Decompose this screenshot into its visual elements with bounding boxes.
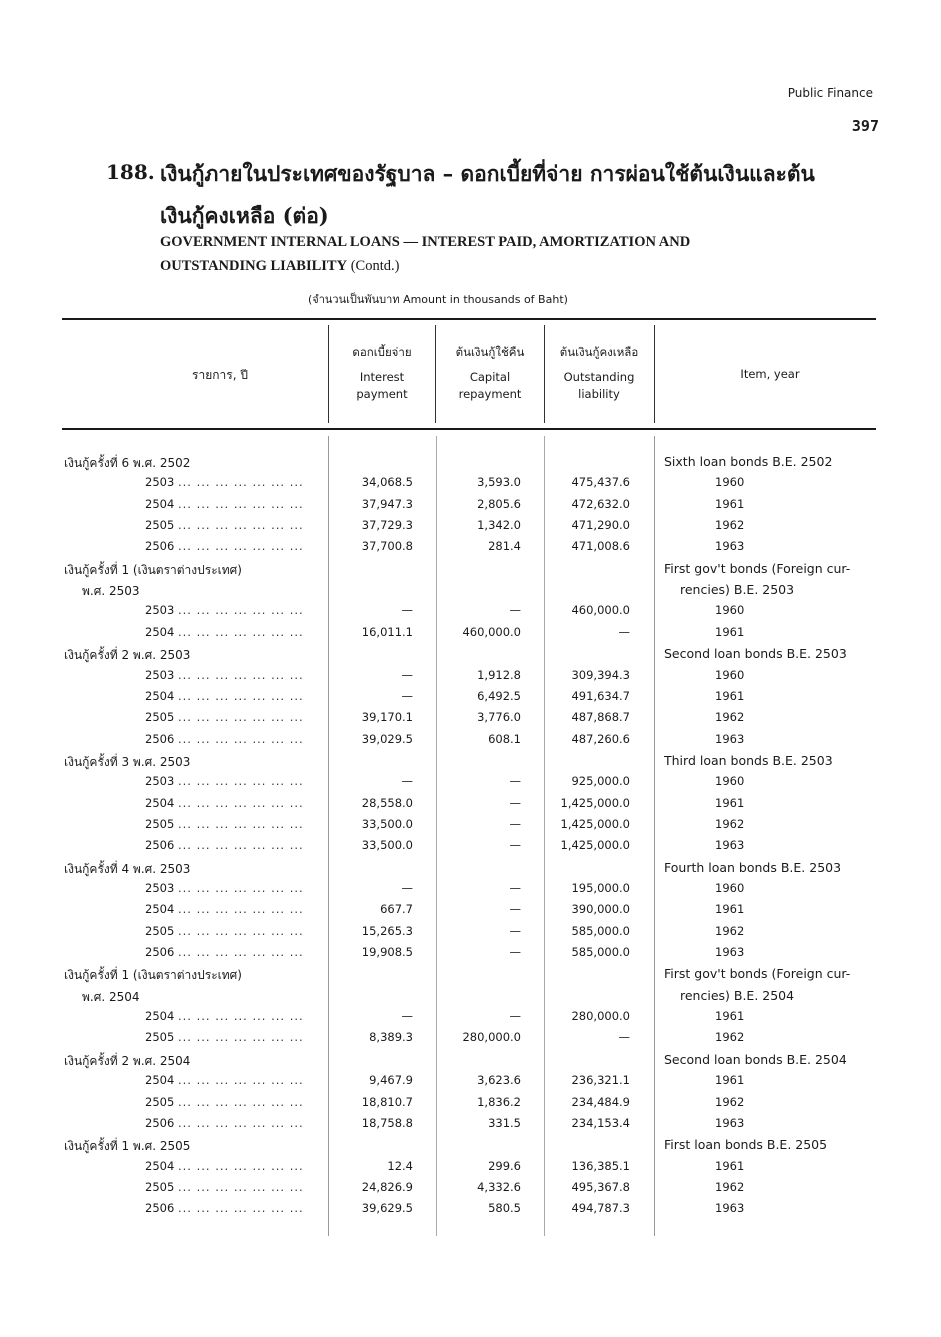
row-year-be: 2504 (145, 497, 175, 511)
header-interest-thai: ดอกเบี้ยจ่าย (352, 345, 412, 359)
cell-capital: 3,623.6 (477, 1073, 521, 1087)
cell-outstanding: 494,787.3 (571, 1201, 630, 1215)
row-year-be: 2504 (145, 689, 175, 703)
row-year-ce: 1963 (715, 838, 745, 852)
cell-outstanding: 195,000.0 (571, 881, 630, 895)
table-row (0, 900, 941, 921)
row-year-ce: 1960 (715, 668, 745, 682)
table-row (0, 943, 941, 964)
row-item-english: Second loan bonds B.E. 2504 (664, 1052, 847, 1067)
cell-interest: 39,170.1 (361, 710, 413, 724)
table-category-row (0, 1050, 941, 1071)
row-item-english: Second loan bonds B.E. 2503 (664, 646, 847, 661)
leader-dots: ... ... ... ... ... ... ... (178, 539, 304, 553)
table-row (0, 1178, 941, 1199)
cell-outstanding: — (618, 1030, 630, 1044)
title-thai-line1: เงินกู้ภายในประเทศของรัฐบาล – ดอกเบี้ยที่จ่าย การผ่อนใช้ต้นเงินและต้น (160, 161, 815, 186)
leader-dots: ... ... ... ... ... ... ... (178, 518, 304, 532)
row-year-be: 2506 (145, 732, 175, 746)
table-row (0, 730, 941, 751)
cell-interest: 39,029.5 (361, 732, 413, 746)
cell-interest: 39,629.5 (361, 1201, 413, 1215)
column-divider (435, 325, 436, 423)
cell-interest: — (401, 774, 413, 788)
title-thai-line2: เงินกู้คงเหลือ (ต่อ) (160, 203, 329, 228)
table-row (0, 815, 941, 836)
table-category-row (0, 858, 941, 879)
cell-outstanding: 1,425,000.0 (560, 838, 630, 852)
title-english-bold: OUTSTANDING LIABILITY (160, 258, 348, 274)
header-interest (330, 344, 434, 403)
row-year-ce: 1963 (715, 1116, 745, 1130)
page-number: 397 (851, 117, 879, 135)
cell-capital: 4,332.6 (477, 1180, 521, 1194)
cell-interest: 24,826.9 (361, 1180, 413, 1194)
row-year-ce: 1961 (715, 796, 745, 810)
cell-capital: — (509, 817, 521, 831)
cell-outstanding: 495,367.8 (571, 1180, 630, 1194)
cell-capital: — (509, 838, 521, 852)
cell-interest: 9,467.9 (369, 1073, 413, 1087)
cell-outstanding: 472,632.0 (571, 497, 630, 511)
row-year-ce: 1962 (715, 817, 745, 831)
row-item-thai: เงินกู้ครั้งที่ 1 พ.ศ. 2505 (64, 1139, 191, 1153)
row-item-thai: เงินกู้ครั้งที่ 2 พ.ศ. 2503 (64, 648, 191, 662)
leader-dots: ... ... ... ... ... ... ... (178, 796, 304, 810)
table-row (0, 473, 941, 494)
cell-capital: — (509, 796, 521, 810)
row-year-be: 2506 (145, 945, 175, 959)
row-item-thai: เงินกู้ครั้งที่ 6 พ.ศ. 2502 (64, 456, 191, 470)
row-item-english: First gov't bonds (Foreign cur- (664, 561, 851, 576)
title-english-contd: (Contd.) (347, 258, 400, 274)
row-year-be: 2503 (145, 774, 175, 788)
cell-capital: 281.4 (488, 539, 521, 553)
cell-capital: — (509, 902, 521, 916)
cell-interest: 667.7 (380, 902, 413, 916)
cell-interest: — (401, 689, 413, 703)
row-year-be: 2505 (145, 817, 175, 831)
cell-outstanding: 471,008.6 (571, 539, 630, 553)
row-year-ce: 1963 (715, 539, 745, 553)
cell-interest: 37,947.3 (361, 497, 413, 511)
leader-dots: ... ... ... ... ... ... ... (178, 774, 304, 788)
cell-capital: 2,805.6 (477, 497, 521, 511)
table-row (0, 836, 941, 857)
leader-dots: ... ... ... ... ... ... ... (178, 732, 304, 746)
row-year-ce: 1960 (715, 881, 745, 895)
title-english-line1: GOVERNMENT INTERNAL LOANS — INTEREST PAID, AMORTIZATION AND (160, 234, 691, 250)
title-english-line2 (160, 258, 399, 275)
cell-interest: 15,265.3 (361, 924, 413, 938)
leader-dots: ... ... ... ... ... ... ... (178, 625, 304, 639)
column-divider (328, 325, 329, 423)
table-row (0, 1007, 941, 1028)
row-year-be: 2504 (145, 1073, 175, 1087)
row-item-thai: เงินกู้ครั้งที่ 4 พ.ศ. 2503 (64, 862, 191, 876)
cell-outstanding: 234,153.4 (571, 1116, 630, 1130)
cell-interest: 18,758.8 (361, 1116, 413, 1130)
cell-interest: — (401, 668, 413, 682)
cell-interest: 37,729.3 (361, 518, 413, 532)
cell-outstanding: 136,385.1 (571, 1159, 630, 1173)
row-year-be: 2503 (145, 668, 175, 682)
row-item-english: Fourth loan bonds B.E. 2503 (664, 860, 842, 875)
cell-outstanding: 309,394.3 (571, 668, 630, 682)
row-year-ce: 1960 (715, 774, 745, 788)
cell-outstanding: 1,425,000.0 (560, 796, 630, 810)
cell-outstanding: 925,000.0 (571, 774, 630, 788)
cell-capital: — (509, 881, 521, 895)
cell-outstanding: 1,425,000.0 (560, 817, 630, 831)
row-year-be: 2505 (145, 710, 175, 724)
header-capital-en2: repayment (458, 387, 522, 401)
leader-dots: ... ... ... ... ... ... ... (178, 1073, 304, 1087)
header-outstanding (545, 344, 653, 403)
table-row (0, 1157, 941, 1178)
cell-outstanding: 280,000.0 (571, 1009, 630, 1023)
table-category-row (0, 986, 941, 1007)
table-row (0, 1199, 941, 1220)
cell-outstanding: 236,321.1 (571, 1073, 630, 1087)
row-year-be: 2503 (145, 881, 175, 895)
row-year-ce: 1962 (715, 710, 745, 724)
cell-outstanding: 460,000.0 (571, 603, 630, 617)
row-year-ce: 1963 (715, 732, 745, 746)
cell-outstanding: 491,634.7 (571, 689, 630, 703)
row-item-thai: เงินกู้ครั้งที่ 1 (เงินตราต่างประเทศ) (64, 968, 242, 982)
row-year-ce: 1963 (715, 945, 745, 959)
row-year-ce: 1961 (715, 902, 745, 916)
leader-dots: ... ... ... ... ... ... ... (178, 689, 304, 703)
row-item-english-cont: rencies) B.E. 2504 (680, 988, 795, 1003)
row-year-ce: 1963 (715, 1201, 745, 1215)
leader-dots: ... ... ... ... ... ... ... (178, 1030, 304, 1044)
cell-interest: 34,068.5 (361, 475, 413, 489)
unit-note: (จำนวนเป็นพันบาท Amount in thousands of Baht) (308, 293, 568, 306)
leader-dots: ... ... ... ... ... ... ... (178, 1116, 304, 1130)
row-year-be: 2506 (145, 539, 175, 553)
cell-capital: — (509, 603, 521, 617)
row-year-ce: 1961 (715, 497, 745, 511)
table-category-row (0, 751, 941, 772)
cell-interest: 16,011.1 (361, 625, 413, 639)
row-item-thai: เงินกู้ครั้งที่ 3 พ.ศ. 2503 (64, 755, 191, 769)
table-row (0, 495, 941, 516)
cell-capital: 3,593.0 (477, 475, 521, 489)
cell-outstanding: 234,484.9 (571, 1095, 630, 1109)
cell-capital: 280,000.0 (462, 1030, 521, 1044)
row-year-ce: 1961 (715, 689, 745, 703)
cell-capital: 3,776.0 (477, 710, 521, 724)
cell-interest: 28,558.0 (361, 796, 413, 810)
table-row (0, 623, 941, 644)
table-category-row (0, 964, 941, 985)
row-year-be: 2503 (145, 603, 175, 617)
row-year-ce: 1962 (715, 924, 745, 938)
cell-outstanding: 585,000.0 (571, 924, 630, 938)
header-item-english: Item, year (740, 367, 800, 381)
leader-dots: ... ... ... ... ... ... ... (178, 817, 304, 831)
row-year-ce: 1961 (715, 1159, 745, 1173)
table-category-row (0, 559, 941, 580)
table-row (0, 879, 941, 900)
cell-capital: 331.5 (488, 1116, 521, 1130)
table-row (0, 708, 941, 729)
table-row (0, 772, 941, 793)
row-year-ce: 1962 (715, 1180, 745, 1194)
cell-capital: 299.6 (488, 1159, 521, 1173)
leader-dots: ... ... ... ... ... ... ... (178, 902, 304, 916)
row-year-be: 2504 (145, 902, 175, 916)
row-year-ce: 1961 (715, 1009, 745, 1023)
cell-capital: — (509, 924, 521, 938)
table-row (0, 537, 941, 558)
row-year-be: 2504 (145, 625, 175, 639)
cell-interest: 33,500.0 (361, 838, 413, 852)
leader-dots: ... ... ... ... ... ... ... (178, 1009, 304, 1023)
cell-interest: — (401, 881, 413, 895)
table-category-row (0, 452, 941, 473)
cell-outstanding: 487,868.7 (571, 710, 630, 724)
row-year-ce: 1960 (715, 603, 745, 617)
cell-capital: 1,836.2 (477, 1095, 521, 1109)
leader-dots: ... ... ... ... ... ... ... (178, 1180, 304, 1194)
row-item-english-cont: rencies) B.E. 2503 (680, 582, 795, 597)
table-row (0, 1093, 941, 1114)
row-year-be: 2505 (145, 1180, 175, 1194)
cell-capital: 608.1 (488, 732, 521, 746)
row-year-be: 2504 (145, 796, 175, 810)
table-category-row (0, 644, 941, 665)
leader-dots: ... ... ... ... ... ... ... (178, 1201, 304, 1215)
row-year-ce: 1962 (715, 518, 745, 532)
cell-outstanding: 475,437.6 (571, 475, 630, 489)
row-item-thai-cont: พ.ศ. 2504 (82, 990, 140, 1004)
cell-capital: 460,000.0 (462, 625, 521, 639)
header-capital-thai: ต้นเงินกู้ใช้คืน (455, 345, 525, 359)
leader-dots: ... ... ... ... ... ... ... (178, 668, 304, 682)
table-category-row (0, 580, 941, 601)
row-year-be: 2505 (145, 1095, 175, 1109)
header-interest-en2: payment (356, 387, 408, 401)
header-capital-en1: Capital (469, 370, 511, 384)
leader-dots: ... ... ... ... ... ... ... (178, 924, 304, 938)
cell-interest: 37,700.8 (361, 539, 413, 553)
table-row (0, 794, 941, 815)
cell-capital: 1,912.8 (477, 668, 521, 682)
cell-interest: 18,810.7 (361, 1095, 413, 1109)
cell-interest: 19,908.5 (361, 945, 413, 959)
row-year-be: 2506 (145, 1201, 175, 1215)
row-item-english: Third loan bonds B.E. 2503 (664, 753, 833, 768)
row-item-thai-cont: พ.ศ. 2503 (82, 584, 140, 598)
row-item-english: Sixth loan bonds B.E. 2502 (664, 454, 833, 469)
column-divider (654, 325, 655, 423)
cell-outstanding: 585,000.0 (571, 945, 630, 959)
cell-interest: — (401, 1009, 413, 1023)
table-number: 188. (106, 160, 155, 184)
row-year-ce: 1962 (715, 1095, 745, 1109)
row-item-english: First gov't bonds (Foreign cur- (664, 966, 851, 981)
section-title: Public Finance (787, 86, 873, 100)
cell-capital: — (509, 774, 521, 788)
row-year-be: 2504 (145, 1159, 175, 1173)
row-year-be: 2503 (145, 475, 175, 489)
row-year-ce: 1960 (715, 475, 745, 489)
row-year-be: 2505 (145, 1030, 175, 1044)
leader-dots: ... ... ... ... ... ... ... (178, 881, 304, 895)
row-item-thai: เงินกู้ครั้งที่ 1 (เงินตราต่างประเทศ) (64, 563, 242, 577)
cell-interest: 33,500.0 (361, 817, 413, 831)
leader-dots: ... ... ... ... ... ... ... (178, 945, 304, 959)
header-capital (437, 344, 543, 403)
table-row (0, 516, 941, 537)
leader-dots: ... ... ... ... ... ... ... (178, 838, 304, 852)
cell-interest: — (401, 603, 413, 617)
cell-outstanding: 487,260.6 (571, 732, 630, 746)
leader-dots: ... ... ... ... ... ... ... (178, 497, 304, 511)
table-header-rule (62, 428, 876, 430)
table-row (0, 687, 941, 708)
table-category-row (0, 1135, 941, 1156)
header-item-thai: รายการ, ปี (192, 368, 248, 382)
table-row (0, 666, 941, 687)
header-outstanding-thai: ต้นเงินกู้คงเหลือ (559, 345, 639, 359)
table-row (0, 1114, 941, 1135)
cell-capital: 580.5 (488, 1201, 521, 1215)
row-year-be: 2505 (145, 518, 175, 532)
row-year-ce: 1961 (715, 625, 745, 639)
leader-dots: ... ... ... ... ... ... ... (178, 475, 304, 489)
table-row (0, 1071, 941, 1092)
leader-dots: ... ... ... ... ... ... ... (178, 1095, 304, 1109)
leader-dots: ... ... ... ... ... ... ... (178, 1159, 304, 1173)
row-item-english: First loan bonds B.E. 2505 (664, 1137, 828, 1152)
row-year-ce: 1962 (715, 1030, 745, 1044)
row-year-be: 2506 (145, 838, 175, 852)
row-year-ce: 1961 (715, 1073, 745, 1087)
row-year-be: 2505 (145, 924, 175, 938)
row-year-be: 2504 (145, 1009, 175, 1023)
table-row (0, 601, 941, 622)
header-outstanding-en2: liability (578, 387, 620, 401)
cell-outstanding: 471,290.0 (571, 518, 630, 532)
header-interest-en1: Interest (359, 370, 405, 384)
row-item-thai: เงินกู้ครั้งที่ 2 พ.ศ. 2504 (64, 1054, 191, 1068)
cell-capital: — (509, 945, 521, 959)
cell-outstanding: 390,000.0 (571, 902, 630, 916)
leader-dots: ... ... ... ... ... ... ... (178, 603, 304, 617)
table-row (0, 1028, 941, 1049)
leader-dots: ... ... ... ... ... ... ... (178, 710, 304, 724)
row-year-be: 2506 (145, 1116, 175, 1130)
cell-outstanding: — (618, 625, 630, 639)
cell-capital: 1,342.0 (477, 518, 521, 532)
cell-capital: — (509, 1009, 521, 1023)
cell-interest: 12.4 (387, 1159, 413, 1173)
cell-interest: 8,389.3 (369, 1030, 413, 1044)
header-outstanding-en1: Outstanding (563, 370, 635, 384)
cell-capital: 6,492.5 (477, 689, 521, 703)
table-row (0, 922, 941, 943)
table-top-rule (62, 318, 876, 320)
